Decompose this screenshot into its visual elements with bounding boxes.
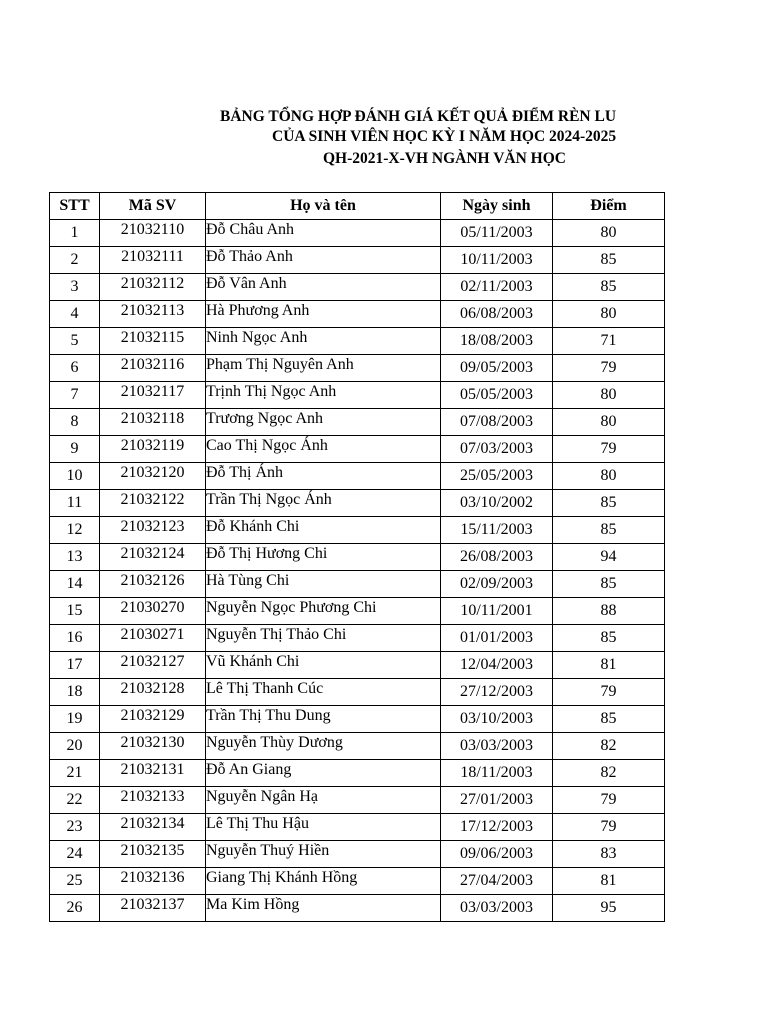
student-code-cell: 21032112 [100,271,206,298]
date-of-birth-cell: 03/03/2003 [441,895,553,922]
full-name-cell: Trương Ngọc Anh [206,406,441,433]
header-stt: STT [50,193,100,220]
stt-cell: 13 [50,544,100,571]
stt-cell: 16 [50,625,100,652]
full-name-cell: Đỗ Khánh Chi [206,514,441,541]
table-row [50,598,665,625]
table-row [50,571,665,598]
table-row [50,436,665,463]
score-cell: 80 [553,220,665,247]
score-cell: 85 [553,490,665,517]
date-of-birth-cell: 05/05/2003 [441,382,553,409]
full-name-cell: Đỗ Vân Anh [206,271,441,298]
full-name-cell: Trần Thị Ngọc Ánh [206,487,441,514]
score-cell: 94 [553,544,665,571]
stt-cell: 2 [50,247,100,274]
student-code-cell: 21032111 [100,244,206,271]
table-row [50,679,665,706]
table-row [50,868,665,895]
stt-cell: 17 [50,652,100,679]
score-cell: 85 [553,247,665,274]
student-code-cell: 21032115 [100,325,206,352]
student-code-cell: 21032113 [100,298,206,325]
stt-cell: 26 [50,895,100,922]
full-name-cell: Đỗ An Giang [206,757,441,784]
table-row [50,760,665,787]
table-row [50,463,665,490]
table-row [50,301,665,328]
date-of-birth-cell: 01/01/2003 [441,625,553,652]
stt-cell: 3 [50,274,100,301]
score-cell: 80 [553,463,665,490]
table-row [50,220,665,247]
full-name-cell: Nguyễn Thùy Dương [206,730,441,757]
full-name-cell: Trịnh Thị Ngọc Anh [206,379,441,406]
score-cell: 95 [553,895,665,922]
student-score-table [49,192,665,922]
date-of-birth-cell: 03/10/2003 [441,706,553,733]
score-cell: 82 [553,733,665,760]
full-name-cell: Đỗ Châu Anh [206,217,441,244]
student-code-cell: 21032136 [100,865,206,892]
table-header [50,193,665,220]
full-name-cell: Nguyễn Ngân Hạ [206,784,441,811]
date-of-birth-cell: 10/11/2003 [441,247,553,274]
score-cell: 85 [553,625,665,652]
score-cell: 80 [553,301,665,328]
stt-cell: 7 [50,382,100,409]
student-code-cell: 21030271 [100,622,206,649]
date-of-birth-cell: 07/08/2003 [441,409,553,436]
student-code-cell: 21032110 [100,217,206,244]
date-of-birth-cell: 02/11/2003 [441,274,553,301]
date-of-birth-cell: 03/10/2002 [441,490,553,517]
table-row [50,409,665,436]
score-cell: 88 [553,598,665,625]
title-line-3: QH-2021-X-VH NGÀNH VĂN HỌC [323,150,566,167]
score-cell: 81 [553,868,665,895]
student-code-cell: 21032124 [100,541,206,568]
table-row [50,328,665,355]
stt-cell: 24 [50,841,100,868]
date-of-birth-cell: 05/11/2003 [441,220,553,247]
student-code-cell: 21030270 [100,595,206,622]
score-cell: 80 [553,409,665,436]
full-name-cell: Đỗ Thảo Anh [206,244,441,271]
header-row [50,193,665,220]
stt-cell: 15 [50,598,100,625]
stt-cell: 23 [50,814,100,841]
score-cell: 85 [553,274,665,301]
stt-cell: 19 [50,706,100,733]
student-code-cell: 21032128 [100,676,206,703]
date-of-birth-cell: 03/03/2003 [441,733,553,760]
date-of-birth-cell: 07/03/2003 [441,436,553,463]
score-cell: 82 [553,760,665,787]
stt-cell: 18 [50,679,100,706]
full-name-cell: Hà Phương Anh [206,298,441,325]
student-code-cell: 21032133 [100,784,206,811]
student-code-cell: 21032134 [100,811,206,838]
full-name-cell: Hà Tùng Chi [206,568,441,595]
table-row [50,706,665,733]
table-row [50,814,665,841]
stt-cell: 12 [50,517,100,544]
table-row [50,625,665,652]
stt-cell: 10 [50,463,100,490]
stt-cell: 4 [50,301,100,328]
table-row [50,490,665,517]
stt-cell: 5 [50,328,100,355]
stt-cell: 22 [50,787,100,814]
full-name-cell: Nguyễn Thị Thảo Chi [206,622,441,649]
title-line-2: CỦA SINH VIÊN HỌC KỲ I NĂM HỌC 2024-2025 [272,128,617,145]
score-cell: 71 [553,328,665,355]
student-code-cell: 21032127 [100,649,206,676]
table-row [50,733,665,760]
full-name-cell: Phạm Thị Nguyên Anh [206,352,441,379]
score-cell: 81 [553,652,665,679]
student-code-cell: 21032119 [100,433,206,460]
student-code-cell: 21032126 [100,568,206,595]
score-cell: 85 [553,706,665,733]
table-row [50,544,665,571]
table-row [50,895,665,922]
date-of-birth-cell: 06/08/2003 [441,301,553,328]
header-score: Điểm [553,193,665,220]
header-date-of-birth: Ngày sinh [441,193,553,220]
score-cell: 79 [553,814,665,841]
stt-cell: 1 [50,220,100,247]
score-cell: 83 [553,841,665,868]
score-cell: 79 [553,787,665,814]
student-code-cell: 21032123 [100,514,206,541]
table-row [50,787,665,814]
date-of-birth-cell: 09/05/2003 [441,355,553,382]
student-code-cell: 21032117 [100,379,206,406]
date-of-birth-cell: 09/06/2003 [441,841,553,868]
stt-cell: 11 [50,490,100,517]
stt-cell: 14 [50,571,100,598]
stt-cell: 21 [50,760,100,787]
date-of-birth-cell: 15/11/2003 [441,517,553,544]
score-cell: 80 [553,382,665,409]
student-code-cell: 21032137 [100,892,206,919]
score-cell: 85 [553,517,665,544]
full-name-cell: Giang Thị Khánh Hồng [206,865,441,892]
table-body [50,220,665,922]
stt-cell: 9 [50,436,100,463]
table-row [50,355,665,382]
score-cell: 79 [553,679,665,706]
student-code-cell: 21032122 [100,487,206,514]
stt-cell: 8 [50,409,100,436]
full-name-cell: Lê Thị Thu Hậu [206,811,441,838]
date-of-birth-cell: 27/01/2003 [441,787,553,814]
full-name-cell: Ma Kim Hồng [206,892,441,919]
header-full-name: Họ và tên [206,193,441,220]
stt-cell: 6 [50,355,100,382]
score-cell: 85 [553,571,665,598]
score-cell: 79 [553,355,665,382]
student-code-cell: 21032131 [100,757,206,784]
student-code-cell: 21032129 [100,703,206,730]
date-of-birth-cell: 27/04/2003 [441,868,553,895]
date-of-birth-cell: 18/08/2003 [441,328,553,355]
student-code-cell: 21032135 [100,838,206,865]
full-name-cell: Lê Thị Thanh Cúc [206,676,441,703]
full-name-cell: Trần Thị Thu Dung [206,703,441,730]
header-student-code: Mã SV [100,193,206,220]
table-row [50,841,665,868]
full-name-cell: Nguyễn Thuý Hiền [206,838,441,865]
table-row [50,382,665,409]
date-of-birth-cell: 26/08/2003 [441,544,553,571]
date-of-birth-cell: 12/04/2003 [441,652,553,679]
table-row [50,274,665,301]
document-title [0,106,768,170]
student-code-cell: 21032120 [100,460,206,487]
full-name-cell: Đỗ Thị Ánh [206,460,441,487]
date-of-birth-cell: 18/11/2003 [441,760,553,787]
student-code-cell: 21032130 [100,730,206,757]
stt-cell: 20 [50,733,100,760]
table-row [50,652,665,679]
score-cell: 79 [553,436,665,463]
student-code-cell: 21032118 [100,406,206,433]
full-name-cell: Đỗ Thị Hương Chi [206,541,441,568]
table-row [50,247,665,274]
date-of-birth-cell: 27/12/2003 [441,679,553,706]
date-of-birth-cell: 25/05/2003 [441,463,553,490]
full-name-cell: Cao Thị Ngọc Ánh [206,433,441,460]
title-line-1: BẢNG TỔNG HỢP ĐÁNH GIÁ KẾT QUẢ ĐIỂM RÈN LU [220,108,617,125]
date-of-birth-cell: 02/09/2003 [441,571,553,598]
date-of-birth-cell: 17/12/2003 [441,814,553,841]
full-name-cell: Ninh Ngọc Anh [206,325,441,352]
student-code-cell: 21032116 [100,352,206,379]
full-name-cell: Nguyễn Ngọc Phương Chi [206,595,441,622]
full-name-cell: Vũ Khánh Chi [206,649,441,676]
table-row [50,517,665,544]
stt-cell: 25 [50,868,100,895]
date-of-birth-cell: 10/11/2001 [441,598,553,625]
